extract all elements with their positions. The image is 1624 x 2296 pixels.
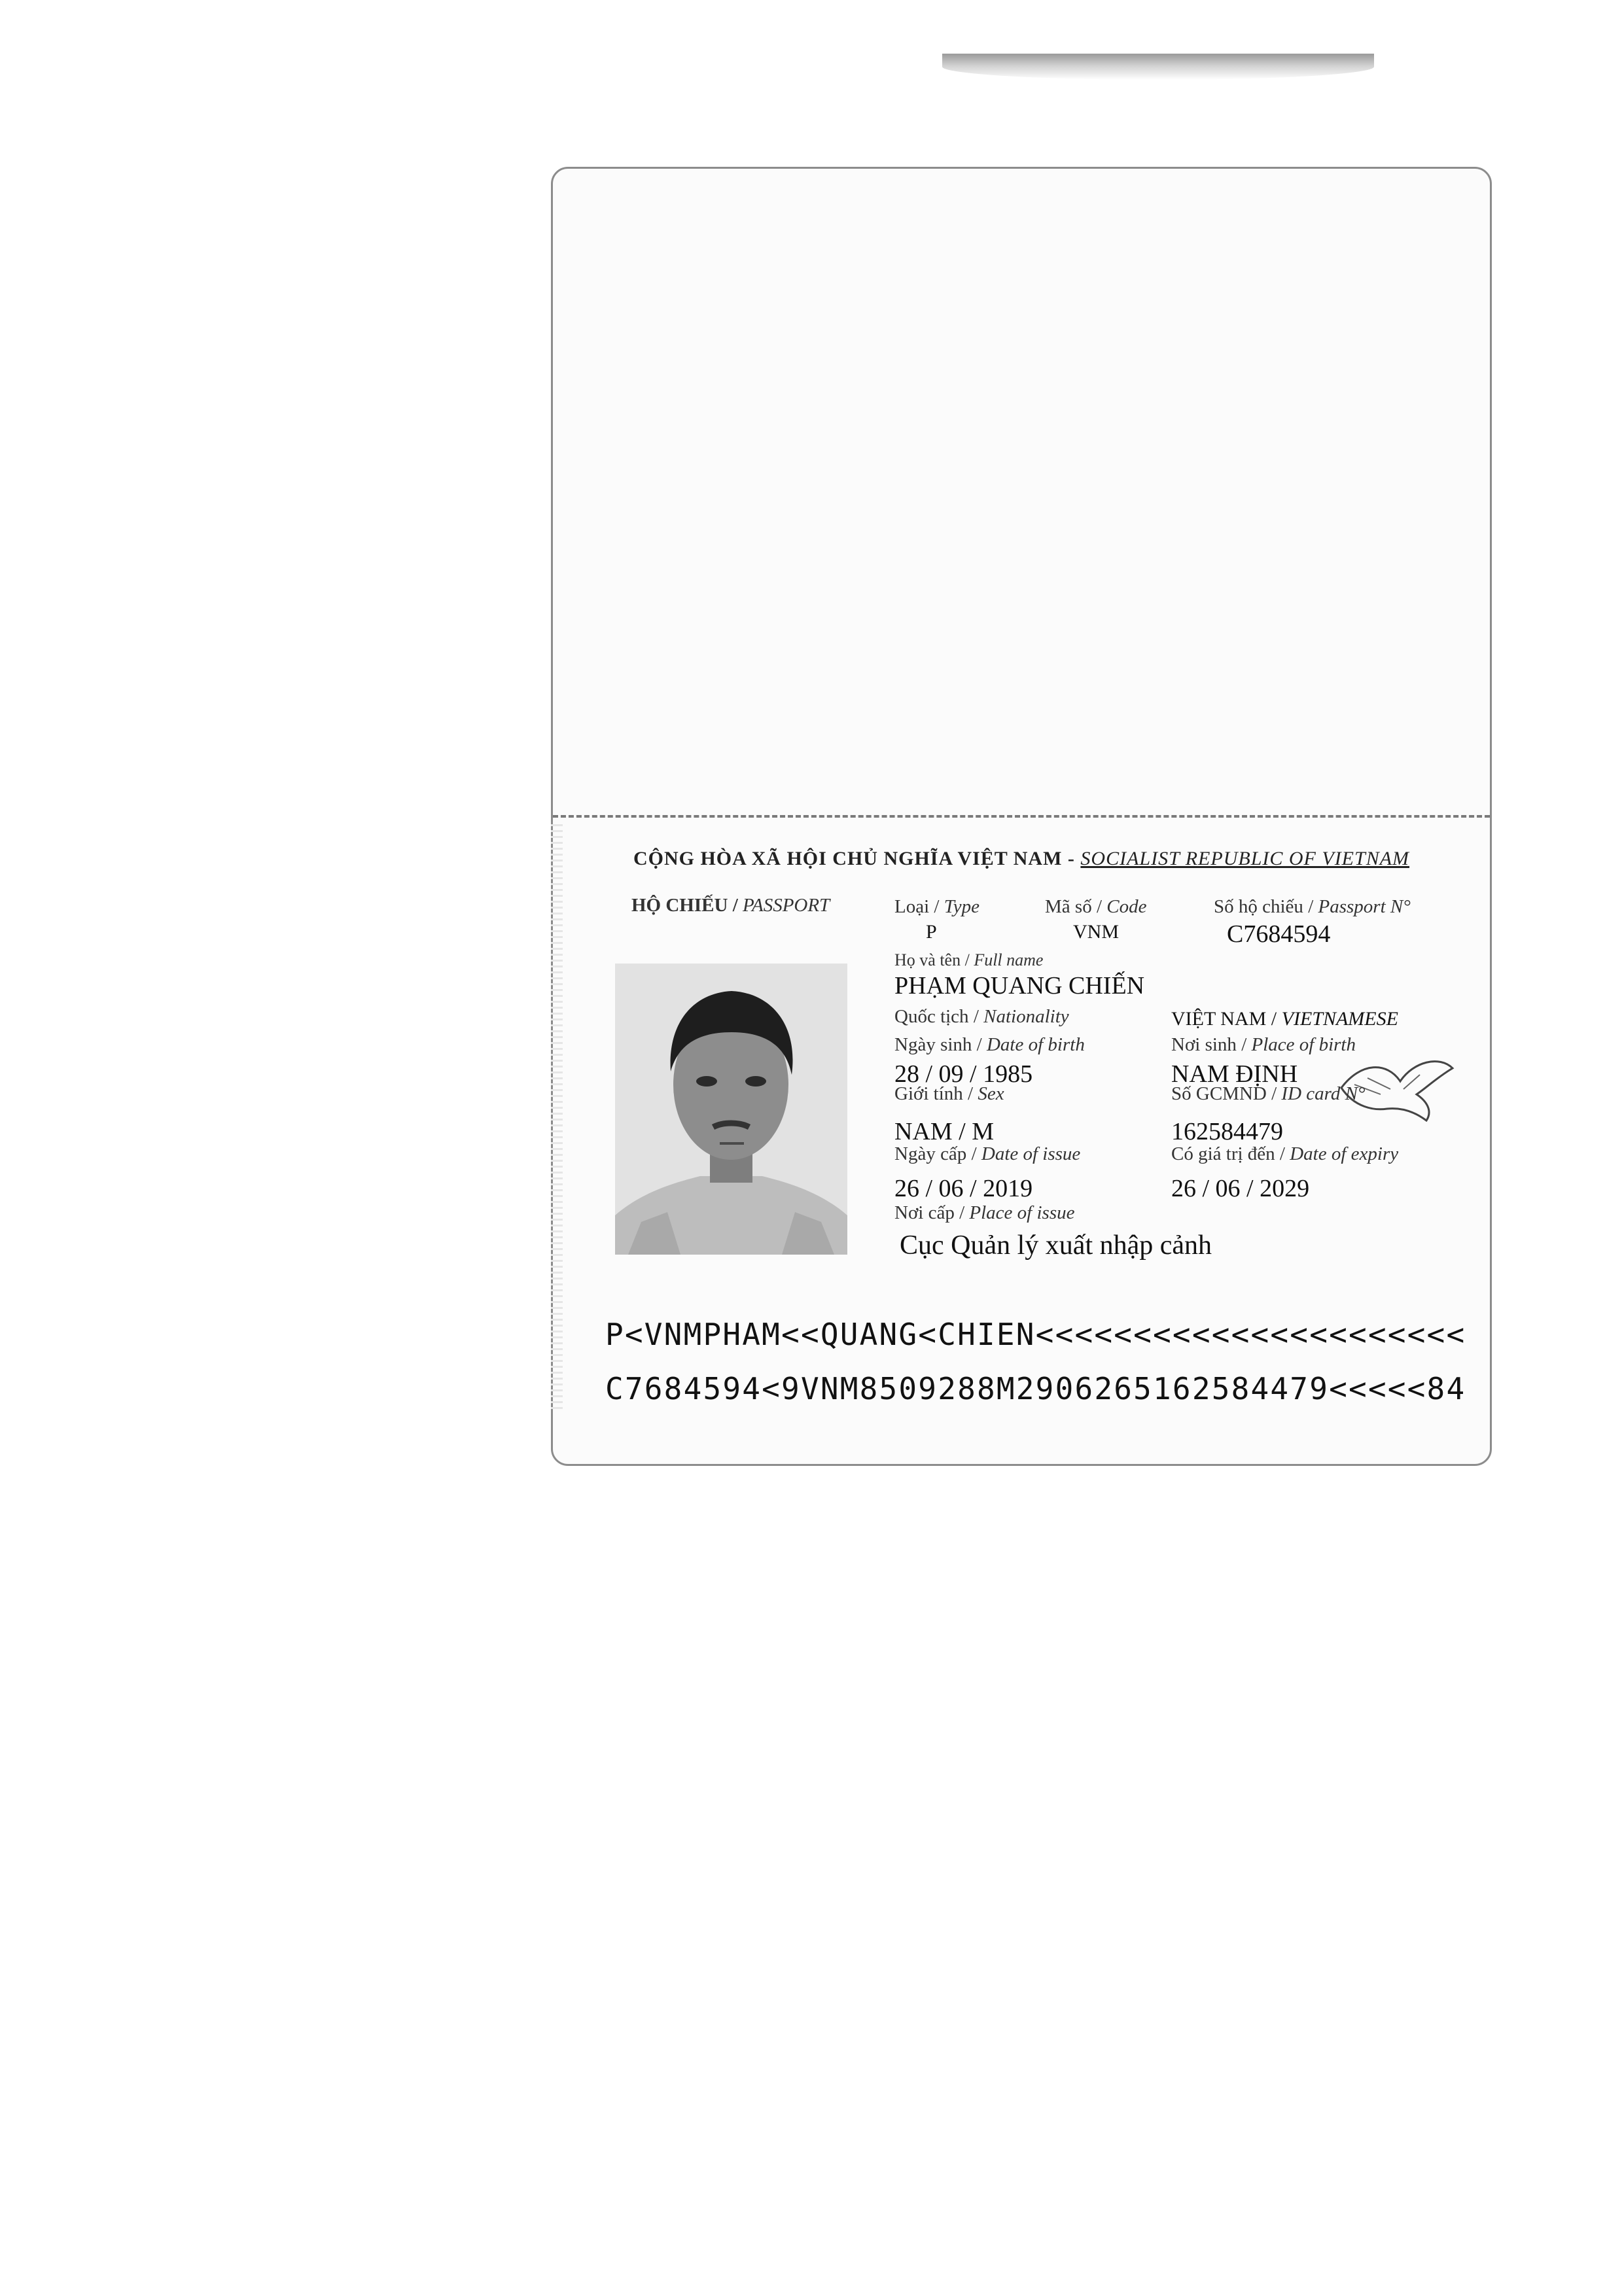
scan-shadow (942, 54, 1374, 80)
id-card-label-vi: Số GCMND (1171, 1083, 1267, 1104)
place-of-issue-label-vi: Nơi cấp (894, 1202, 955, 1223)
dob-label: Ngày sinh / Date of birth (894, 1034, 1085, 1055)
doc-type-vi: HỘ CHIẾU (631, 895, 728, 916)
issue-date-label: Ngày cấp / Date of issue (894, 1143, 1081, 1164)
issue-date-value: 26 / 06 / 2019 (894, 1175, 1033, 1202)
passport-no-label-vi: Số hộ chiếu (1214, 896, 1303, 917)
dob-label-vi: Ngày sinh (894, 1034, 972, 1055)
sex-label: Giới tính / Sex (894, 1083, 1004, 1104)
type-label-en: Type (944, 896, 980, 917)
expiry-label: Có giá trị đến / Date of expiry (1171, 1143, 1399, 1164)
page-fold-line (553, 815, 1490, 818)
doc-type-en: PASSPORT (743, 895, 830, 916)
pob-label: Nơi sinh / Place of birth (1171, 1034, 1356, 1055)
sex-label-en: Sex (978, 1083, 1004, 1104)
full-name-label-vi: Họ và tên (894, 950, 961, 969)
country-header-sep: - (1062, 848, 1081, 869)
pob-label-vi: Nơi sinh (1171, 1034, 1237, 1055)
expiry-label-vi: Có giá trị đến (1171, 1143, 1275, 1164)
passport-no-label: Số hộ chiếu / Passport N° (1214, 896, 1411, 917)
doc-type-sep: / (728, 895, 743, 916)
pob-label-en: Place of birth (1251, 1034, 1356, 1055)
type-label-vi: Loại (894, 896, 930, 917)
portrait-image (615, 964, 847, 1255)
nationality-value-vi: VIỆT NAM (1171, 1008, 1267, 1030)
type-value: P (926, 921, 937, 943)
id-card-label: Số GCMND / ID card N° (1171, 1083, 1366, 1104)
sex-value: NAM / M (894, 1118, 995, 1145)
nationality-label-en: Nationality (983, 1006, 1069, 1027)
nationality-value-en: VIETNAMESE (1281, 1008, 1398, 1030)
nationality-label: Quốc tịch / Nationality (894, 1006, 1069, 1027)
id-card-label-en: ID card N° (1281, 1083, 1366, 1104)
place-of-issue-value: Cục Quản lý xuất nhập cảnh (900, 1230, 1212, 1261)
dob-value: 28 / 09 / 1985 (894, 1060, 1033, 1088)
full-name-label-en: Full name (974, 950, 1044, 969)
code-label-en: Code (1106, 896, 1147, 917)
country-header-en: SOCIALIST REPUBLIC OF VIETNAM (1080, 848, 1410, 869)
expiry-label-en: Date of expiry (1290, 1143, 1399, 1164)
country-header-vi: CỘNG HÒA XÃ HỘI CHỦ NGHĨA VIỆT NAM (633, 848, 1063, 869)
place-of-issue-label: Nơi cấp / Place of issue (894, 1202, 1075, 1223)
nationality-label-vi: Quốc tịch (894, 1006, 969, 1027)
pob-value: NAM ĐỊNH (1171, 1060, 1298, 1088)
code-label-vi: Mã số (1045, 896, 1092, 917)
passport-no-value: C7684594 (1227, 920, 1331, 948)
code-label: Mã số / Code (1045, 896, 1147, 917)
type-label: Loại / Type (894, 896, 980, 917)
dob-label-en: Date of birth (986, 1034, 1085, 1055)
passport-no-label-en: Passport N° (1318, 896, 1411, 917)
nationality-value: VIỆT NAM / VIETNAMESE (1171, 1008, 1398, 1030)
issue-date-label-en: Date of issue (981, 1143, 1081, 1164)
full-name-value: PHẠM QUANG CHIẾN (894, 972, 1145, 1000)
scan-edge-noise (551, 824, 563, 1413)
id-card-value: 162584479 (1171, 1118, 1283, 1145)
expiry-value: 26 / 06 / 2029 (1171, 1175, 1310, 1202)
passport-page (551, 167, 1492, 1466)
bearer-photo (615, 964, 847, 1255)
sex-label-vi: Giới tính (894, 1083, 963, 1104)
full-name-label: Họ và tên / Full name (894, 950, 1044, 969)
mrz-line-1: P<VNMPHAM<<QUANG<CHIEN<<<<<<<<<<<<<<<<<<<<<< (605, 1317, 1466, 1352)
issue-date-label-vi: Ngày cấp (894, 1143, 967, 1164)
place-of-issue-label-en: Place of issue (969, 1202, 1075, 1223)
country-header (553, 848, 1490, 870)
doc-type-label (631, 895, 830, 916)
mrz-line-2: C7684594<9VNM8509288M2906265162584479<<<<<84 (605, 1371, 1466, 1406)
code-value: VNM (1073, 921, 1120, 943)
